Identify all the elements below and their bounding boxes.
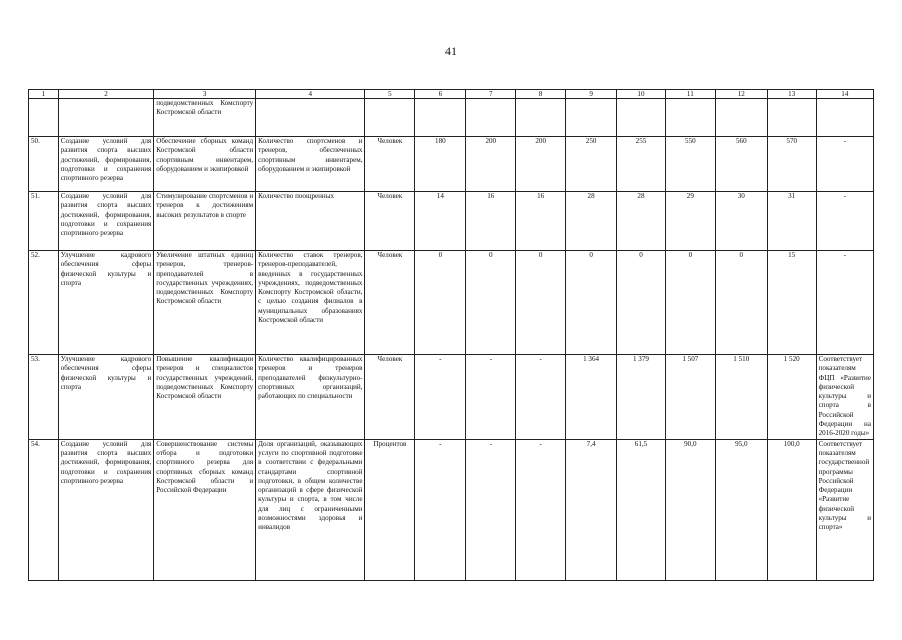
value-cell: 250 [566, 137, 617, 192]
value-cell: 90,0 [665, 439, 715, 580]
value-cell: 14 [415, 192, 466, 251]
note-cell: - [816, 251, 873, 355]
measure-cell: Повышение квалификации тренеров и специалистов государственных учреждений, подведомственных Комспорту Костромской области [154, 355, 256, 440]
task-cell: Создание условий для развития спорта высших достижений, формирования, подготовки и сохранения спортивного резерва [58, 137, 154, 192]
header-cell: 4 [256, 90, 365, 99]
value-cell: 255 [617, 137, 666, 192]
row-number: 50. [29, 137, 59, 192]
header-cell: 11 [665, 90, 715, 99]
header-cell: 1 [29, 90, 59, 99]
row-number: 52. [29, 251, 59, 355]
measure-cell: Увеличение штатных единиц тренеров, тренеров-преподавателей в государственных учреждениях, подведомственных Комспорту Костромской области [154, 251, 256, 355]
value-cell: 180 [415, 137, 466, 192]
value-cell: 30 [715, 192, 767, 251]
value-cell: 1 379 [617, 355, 666, 440]
unit-cell: Человек [365, 355, 415, 440]
value-cell: 200 [516, 137, 566, 192]
value-cell: - [516, 439, 566, 580]
value-cell: 0 [617, 251, 666, 355]
value-cell: 0 [415, 251, 466, 355]
task-cell: Создание условий для развития спорта высших достижений, формирования, подготовки и сохранения спортивного резерва [58, 439, 154, 580]
header-cell: 5 [365, 90, 415, 99]
header-cell: 9 [566, 90, 617, 99]
table-row [29, 251, 874, 355]
value-cell: 200 [466, 137, 516, 192]
value-cell: 15 [767, 251, 816, 355]
header-cell: 6 [415, 90, 466, 99]
note-cell: Соответствует показателям ФЦП «Развитие физической культуры и спорта в Российской Федерации на 2016-2020 годы» [816, 355, 873, 440]
header-cell: 8 [516, 90, 566, 99]
value-cell: 16 [466, 192, 516, 251]
task-cell: Создание условий для развития спорта высших достижений, формирования, подготовки и сохранения спортивного резерва [58, 192, 154, 251]
value-cell: 61,5 [617, 439, 666, 580]
value-cell: 0 [665, 251, 715, 355]
unit-cell: Человек [365, 251, 415, 355]
table-row [29, 137, 874, 192]
value-cell: - [466, 355, 516, 440]
task-cell: Улучшение кадрового обеспечения сферы физической культуры и спорта [58, 251, 154, 355]
table-row [29, 439, 874, 580]
header-cell: 3 [154, 90, 256, 99]
table-row [29, 192, 874, 251]
value-cell: 7,4 [566, 439, 617, 580]
measure-cell: Обеспечение сборных команд Костромской области спортивным инвентарем, оборудованием и экипировкой [154, 137, 256, 192]
note-cell: - [816, 137, 873, 192]
value-cell: 1 520 [767, 355, 816, 440]
row-number: 51. [29, 192, 59, 251]
row-number: 53. [29, 355, 59, 440]
value-cell: 28 [617, 192, 666, 251]
value-cell: 1 510 [715, 355, 767, 440]
value-cell: 28 [566, 192, 617, 251]
table-row-continuation [29, 99, 874, 137]
indicator-cell: Количество ставок тренеров, тренеров-преподавателей, введенных в государственных учреждениях, подведомственных Комспорту Костромской области, с целью создания филиалов в муниципальных образованиях Костромской области [256, 251, 365, 355]
value-cell: 1 507 [665, 355, 715, 440]
unit-cell: Процентов [365, 439, 415, 580]
page-number: 41 [445, 44, 457, 58]
value-cell: 1 364 [566, 355, 617, 440]
header-cell: 13 [767, 90, 816, 99]
header-cell: 12 [715, 90, 767, 99]
measure-cell: Совершенствование системы отбора и подготовки спортивного резерва для спортивных сборных команд Костромской области и Российской Федерации [154, 439, 256, 580]
unit-cell: Человек [365, 137, 415, 192]
value-cell: 550 [665, 137, 715, 192]
indicator-cell: Доля организаций, оказывающих услуги по спортивной подготовке в соответствии с федеральными стандартами спортивной подготовки, в общем количестве организаций в сфере физической культуры и спорта, в том числе для лиц с ограниченными возможностями здоровья и инвалидов [256, 439, 365, 580]
value-cell: 0 [566, 251, 617, 355]
value-cell: 31 [767, 192, 816, 251]
row-number: 54. [29, 439, 59, 580]
value-cell: 95,0 [715, 439, 767, 580]
value-cell: 0 [466, 251, 516, 355]
value-cell: 100,0 [767, 439, 816, 580]
header-cell: 7 [466, 90, 516, 99]
measure-cell: Стимулирование спортсменов и тренеров к достижениям высоких результатов в спорте [154, 192, 256, 251]
indicators-table [28, 89, 874, 581]
value-cell: - [415, 439, 466, 580]
value-cell: 29 [665, 192, 715, 251]
task-cell: Улучшение кадрового обеспечения сферы физической культуры и спорта [58, 355, 154, 440]
indicator-cell: Количество квалифицированных тренеров и тренеров преподавателей физкультурно-спортивных организаций, работающих по специальности [256, 355, 365, 440]
value-cell: 560 [715, 137, 767, 192]
value-cell: - [516, 355, 566, 440]
header-cell: 2 [58, 90, 154, 99]
measure-cell: подведомственных Комспорту Костромской области [154, 99, 256, 137]
value-cell: - [415, 355, 466, 440]
unit-cell: Человек [365, 192, 415, 251]
header-row [29, 90, 874, 99]
value-cell: 0 [516, 251, 566, 355]
table-row [29, 355, 874, 440]
header-cell: 10 [617, 90, 666, 99]
header-cell: 14 [816, 90, 873, 99]
value-cell: 570 [767, 137, 816, 192]
value-cell: - [466, 439, 516, 580]
note-cell: - [816, 192, 873, 251]
note-cell: Соответствует показателям государственной программы Российской Федерации «Развитие физической культуры и спорта» [816, 439, 873, 580]
value-cell: 0 [715, 251, 767, 355]
value-cell: 16 [516, 192, 566, 251]
indicator-cell: Количество спортсменов и тренеров, обеспеченных спортивным инвентарем, оборудованием и экипировкой [256, 137, 365, 192]
indicator-cell: Количество поощренных [256, 192, 365, 251]
